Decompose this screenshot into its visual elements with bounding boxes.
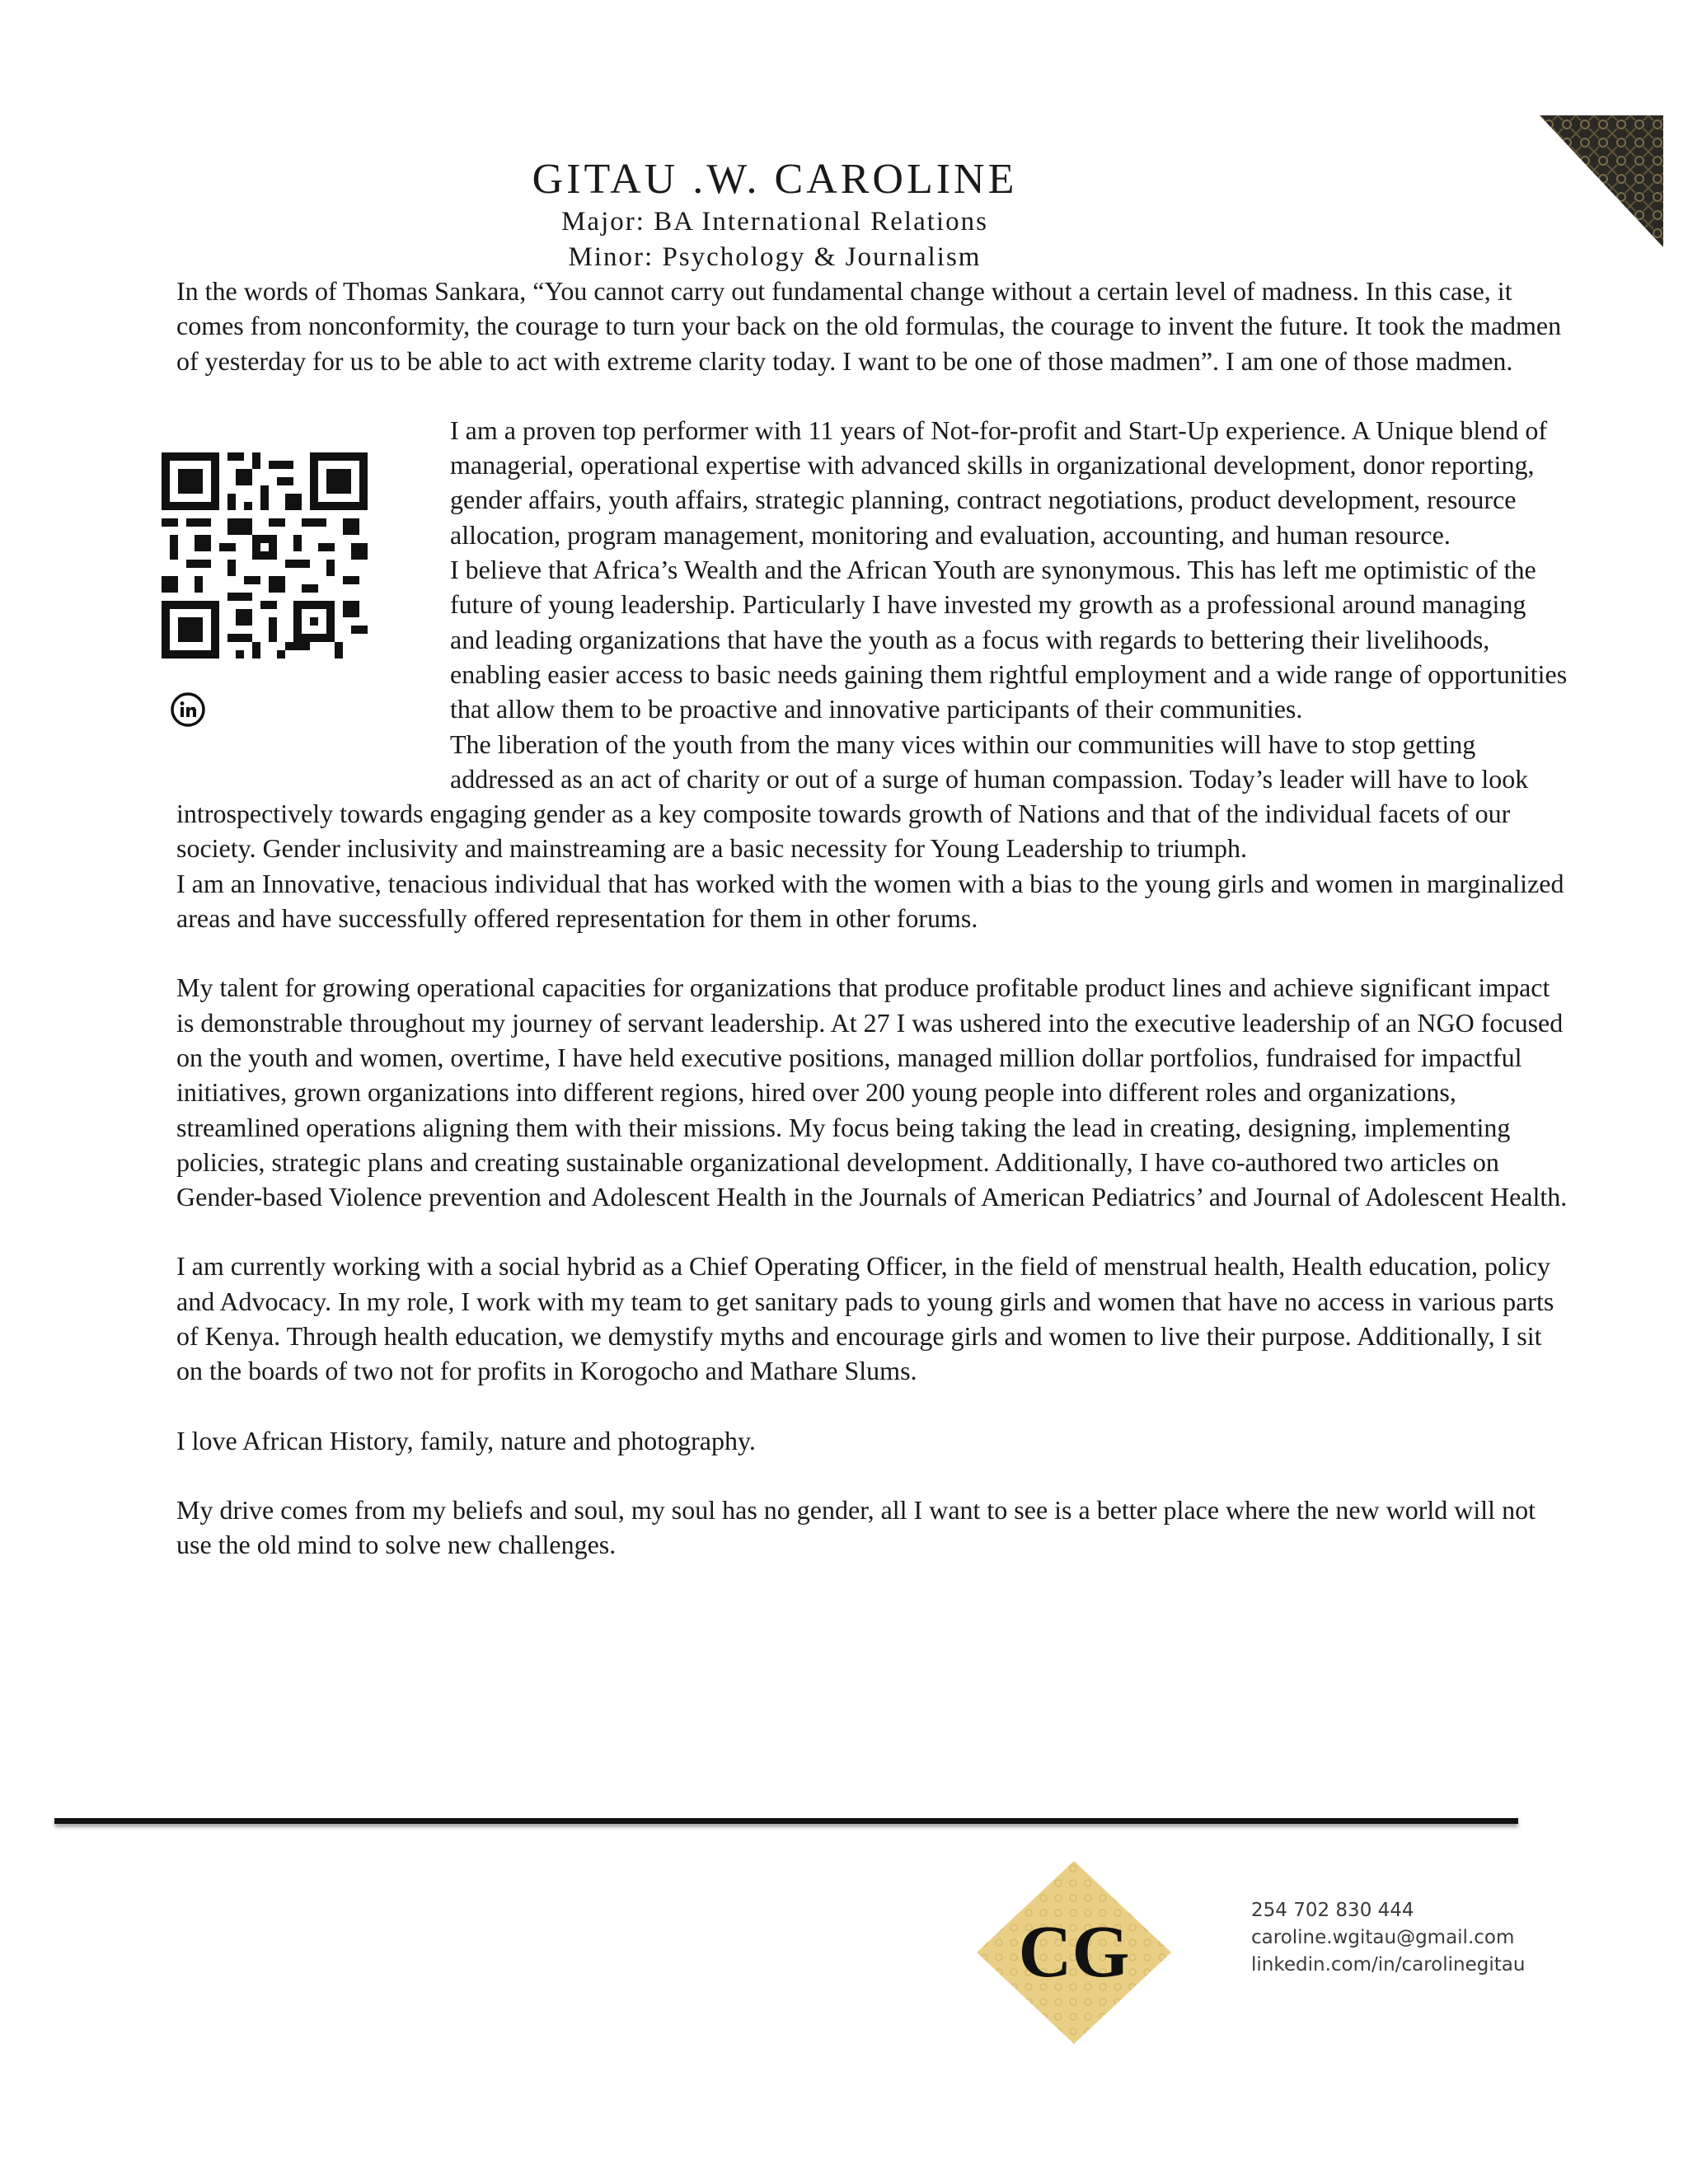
innovation-paragraph: I am an Innovative, tenacious individual that has worked with the women with a bias to the young girls and women in marginalized areas and have successfully offered representation for them in other forums. [176, 868, 1564, 934]
linkedin-url[interactable]: linkedin.com/in/carolinegitau [1251, 1954, 1526, 1975]
contact-block [1251, 1897, 1597, 1979]
monogram-logo-icon [977, 1861, 1171, 2044]
talent-paragraph: My talent for growing operational capacities for organizations that produce profitable product lines and achieve significant impact is demonstrable throughout my journey of servant leadership. At 27 I was ushered into the executive leadership of an NGO focused on the youth and women, overtime, I have held executive positions, managed million dollar portfolios, fundraised for impactful initiatives, grown organizations into different regions, hired over 200 young people into different roles and organizations, streamlined operations aligning them with their missions. My focus being taking the lead in creating, designing, implementing policies, strategic plans and creating sustainable organizational development. Additionally, I have co-authored two articles on Gender-based Violence prevention and Adolescent Health in the Journals of American Pediatrics’ and Journal of Adolescent Health. [176, 972, 1568, 1212]
liberation-paragraph: The liberation of the youth from the many vices within our communities will have to stop getting addressed as an act of charity or out of a surge of human compassion. Today’s leader will have to look introspectively towards engaging gender as a key composite towards growth of Nations and that of the individual facets of our society. Gender inclusivity and mainstreaming are a basic necessity for Young Leadership to triumph. [176, 729, 1529, 864]
intro-paragraph: In the words of Thomas Sankara, “You cannot carry out fundamental change without a certain level of madness. In this case, it comes from nonconformity, the courage to turn your back on the old formulas, the courage to invent the future. It took the madmen of yesterday for us to be able to act with extreme clarity today. I want to be one of those madmen”. I am one of those madmen. [176, 276, 1562, 376]
summary-paragraph: I am a proven top performer with 11 years of Not-for-profit and Start-Up experience. A Unique blend of managerial, operational expertise with advanced skills in organizational development, donor reporting, gender affairs, youth affairs, strategic planning, contract negotiations, product development, resource allocation, program management, monitoring and evaluation, accounting, and human resource. [450, 415, 1548, 550]
footer-divider [54, 1818, 1518, 1824]
svg-text:CG: CG [1018, 1911, 1130, 1993]
linkedin-icon[interactable] [170, 691, 206, 728]
interests-paragraph: I love African History, family, nature and photography. [176, 1425, 756, 1455]
belief-paragraph: I believe that Africa’s Wealth and the African Youth are synonymous. This has left me optimistic of the future of young leadership. Particularly I have invested my growth as a professional around managing and leading organizations that have the youth as a focus with regards to bettering their livelihoods, enabling easier access to basic needs gaining them rightful employment and a wide range of opportunities that allow them to be proactive and innovative participants of their communities. [450, 555, 1568, 724]
email-address[interactable]: caroline.wgitau@gmail.com [1251, 1927, 1515, 1948]
candidate-name: GITAU .W. CAROLINE [532, 156, 1018, 203]
minor-line: Minor: Psychology & Journalism [568, 242, 982, 272]
major-line: Major: BA International Relations [561, 207, 988, 237]
paragraph-gap [176, 1389, 1569, 1423]
qr-code-icon[interactable] [162, 452, 368, 658]
header [0, 155, 1550, 275]
phone-number: 254 702 830 444 [1251, 1900, 1414, 1921]
qr-column [176, 413, 450, 792]
drive-paragraph: My drive comes from my beliefs and soul, my soul has no gender, all I want to see is a better place where the new world will not use the old mind to solve new challenges. [176, 1494, 1536, 1560]
paragraph-gap [176, 1214, 1569, 1249]
current-role-paragraph: I am currently working with a social hybrid as a Chief Operating Officer, in the field of menstrual health, Health education, policy and Advocacy. In my role, I work with my team to get sanitary pads to young girls and women that have no access in various parts of Kenya. Through health education, we demystify myths and encourage girls and women to live their purpose. Additionally, I sit on the boards of two not for profits in Korogocho and Mathare Slums. [176, 1251, 1554, 1386]
paragraph-gap [176, 378, 1569, 413]
paragraph-gap [176, 935, 1569, 970]
paragraph-gap [176, 1458, 1569, 1493]
corner-ornament-icon [1540, 115, 1663, 247]
profile-body [176, 274, 1569, 1563]
